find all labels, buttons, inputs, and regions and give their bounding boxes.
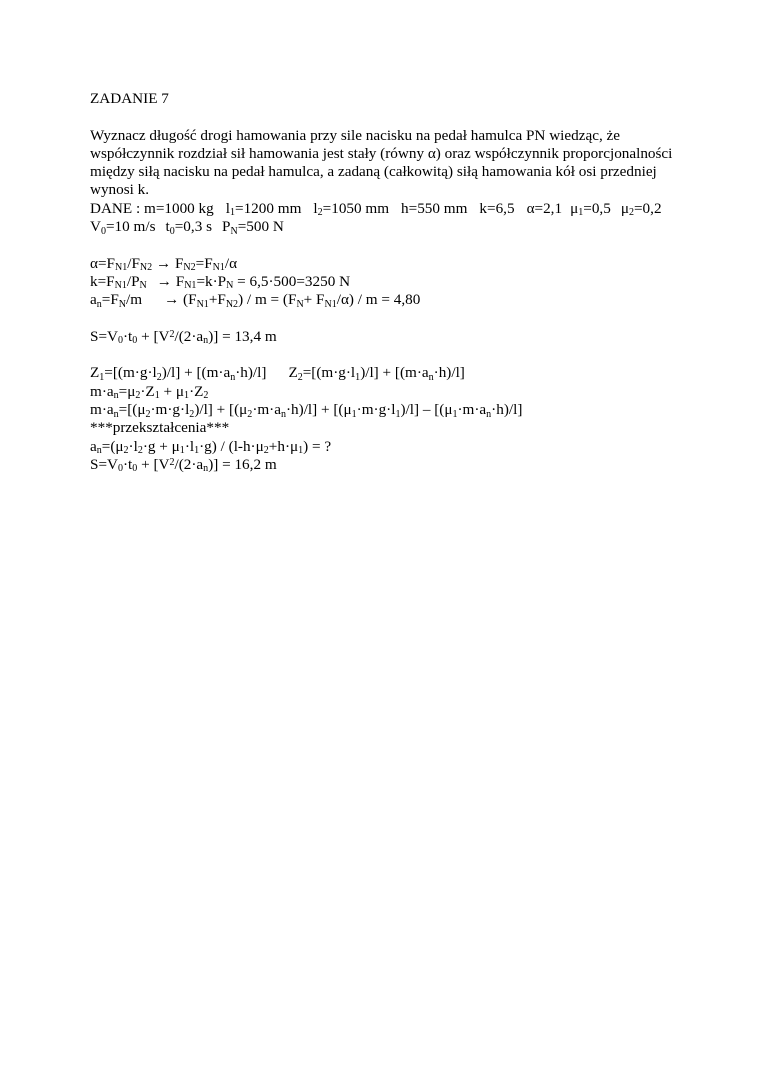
fn2-result: /α: [224, 254, 238, 272]
equation-s2: $S=V_0\cdot t_0 + [V^2/(2\cdot a_n)] = 16,2$ m: [90, 455, 277, 475]
an-value: /α) / m = 4,80: [336, 291, 421, 309]
an2-result: ) = ?: [303, 437, 332, 455]
equation-z: $Z_1=[(m\cdot g\cdot l_2)/l] + [(m\cdot a_n\cdot h)/l] Z_2=[(m\cdot g\cdot l_1)/l] + [(m\cdot a_n\cdot h)/l]$: [90, 364, 465, 383]
equation-alpha: $\alpha=F_{N1}/F_{N2} \to F_{N2}=F_{N1}/\alpha$: [90, 254, 238, 274]
page-title: ZADANIE 7: [90, 90, 169, 107]
equation-k: $k=F_{N1}/P_N \to F_{N1}=k\cdot P_N = 6,5\cdot 500=3250$ N: [90, 272, 351, 292]
given-v0: =10 m/s: [105, 218, 156, 236]
document-body: [90, 90, 690, 474]
blank-line: [90, 236, 690, 254]
given-t0: =0,3 s: [174, 218, 212, 236]
k-definition: k=F: [90, 272, 115, 290]
equation-an: $a_n=F_N/m \to (F_{N1}+F_{N2}) / m = (F_N+ F_{N1}/\alpha) / m = 4,80$: [90, 291, 421, 310]
given-mu1: =0,5: [583, 199, 611, 217]
given-k: k=6,5: [479, 199, 515, 217]
given-l2: 1050 mm: [331, 199, 390, 217]
given-data-line-1: DANE : m=1000 kg $l_1=1200$ mm $l_2=1050$ mm h=550 mm k=6,5 α=2,1 $\mu_1=0,5$ $\mu_2=0,2$: [90, 199, 662, 219]
given-pn: =500 N: [237, 218, 284, 236]
s2-result: )] = 16,2 m: [208, 455, 277, 473]
given-mass: m=1000 kg: [144, 199, 214, 217]
task-statement: Wyznacz długość drogi hamowania przy sile nacisku na pedał hamulca PN wiedząc, że współczynnik rozdział sił hamowania jest stały (równy α) oraz współczynnik proporcjonalności między siłą nacisku na pedał hamulca, a zadaną (całkowitą) siłą hamowania kół osi przedniej wynosi k.: [90, 126, 673, 199]
given-l1: 1200 mm: [243, 199, 302, 217]
alpha-definition: α=F: [90, 254, 115, 272]
given-data-line-2: $V_0=10$ m/s $t_0=0,3$ s $P_N=500$ N: [90, 218, 284, 237]
given-label: DANE :: [90, 199, 141, 217]
transform-note: ***przekształcenia***: [90, 419, 230, 437]
equation-an2: $a_n=(\mu_2\cdot l_2\cdot g + \mu_1\cdot l_1\cdot g) / (l-h\cdot\mu_2+h\cdot\mu_1)$ = ?: [90, 437, 332, 457]
blank-line: [90, 310, 690, 328]
blank-line: [90, 346, 690, 364]
given-mu2: =0,2: [633, 199, 662, 217]
fn1-value: = 6,5·500=3250 N: [233, 272, 351, 290]
s1-result: )] = 13,4 m: [208, 327, 277, 345]
equation-expanded: $m\cdot a_n=[(\mu_2\cdot m\cdot g\cdot l_2)/l] + [(\mu_2\cdot m\cdot a_n\cdot h)/l] + [(\mu_1\cdot m\cdot g\cdot l_1)/l] - [(\mu_1\cdot m\cdot a_n\cdot h)/l]$: [90, 401, 523, 420]
equation-balance: $m\cdot a_n=\mu_2\cdot Z_1 + \mu_1\cdot Z_2$: [90, 382, 209, 402]
equation-s1: $S=V_0\cdot t_0 + [V^2/(2\cdot a_n)] = 13,4$ m: [90, 327, 277, 347]
blank-line: [90, 108, 690, 126]
given-h: h=550 mm: [401, 199, 468, 217]
given-alpha: α=2,1: [526, 199, 563, 217]
